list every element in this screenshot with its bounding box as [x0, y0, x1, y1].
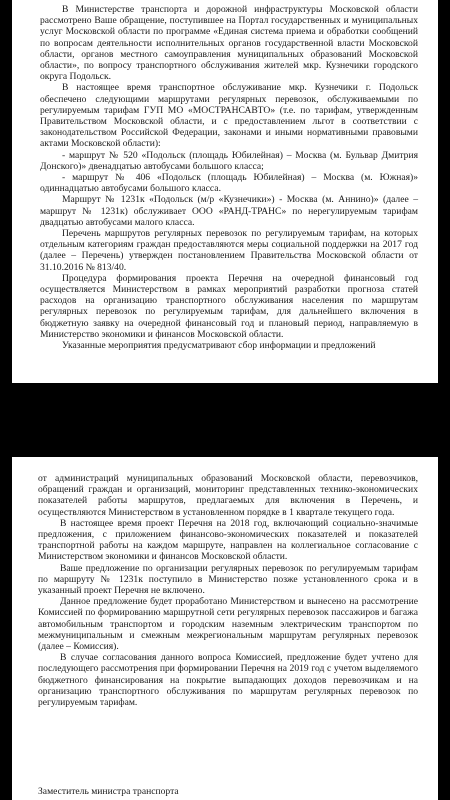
paragraph-route-406: - маршрут № 406 «Подольск (площадь Юбилейная) – Москва (м. Южная)» одиннадцатью автобусами большого класса. [40, 172, 418, 195]
paragraph-measures-start: Указанные мероприятия предусматривают сбор информации и предложений [62, 340, 376, 352]
paragraph-proposal-late: Ваше предложение по организации регулярных перевозок по регулируемым тарифам по маршруту № 1231к поступило в Министерство позже установленного срока и в указанный проект Перечня не включено. [38, 562, 418, 597]
paragraph-measures-continued: от администраций муниципальных образований Московской области, перевозчиков, обращений граждан и организаций, мониторинг представленных технико-экономических показателей работы маршрутов, предлагаемых для включения в Перечень, и осуществляются Министерством в установленном порядке в 1 квартале текущего года. [38, 473, 418, 518]
paragraph-current-service: В настоящее время транспортное обслуживание мкр. Кузнечики г. Подольск обеспечено следующими маршрутами регулярных перевозок, обслуживаемыми по регулируемым тарифам ГУП МО «МОСТРАНСАВТО» (т.е. по тарифам, утвержденным Правительством Московской области, и с предоставлением льгот в соответствии с законодательством Российской Федерации, законами и иными нормативными правовыми актами Московской области): [40, 82, 418, 150]
paragraph-draft-2018: В настоящее время проект Перечня на 2018 год, включающий социально-значимые предложения, с приложением финансово-экономических показателей и показателей транспортной работы на каждом маршруте, направлен на коллегиальное согласование с Министерством экономики и финансов Московской области. [38, 517, 418, 563]
paragraph-intro: В Министерстве транспорта и дорожной инфраструктуры Московской области рассмотрено Ваше обращение, поступившее на Портал государственных и муниципальных услуг Московской области по программе «Единая система приема и обработки сообщений по вопросам деятельности исполнительных органов государственной власти Московской области, органов местного самоуправления муниципальных образований Московской области», по вопросу транспортного обслуживания жителей мкр. Кузнечики городского округа Подольск. [40, 4, 418, 83]
paragraph-route-list: Перечень маршрутов регулярных перевозок по регулируемым тарифам, на которых отдельным категориям граждан предоставляются меры социальной поддержки на 2017 год (далее – Перечень) утвержден постановлением Правительства Московской области от 31.10.2016 № 813/40. [40, 228, 418, 273]
letter-page-1 [12, 0, 438, 383]
paragraph-route-520: - маршрут № 520 «Подольск (площадь Юбилейная) – Москва (м. Бульвар Дмитрия Донского)» двенадцатью автобусами большого класса; [40, 149, 418, 172]
paragraph-commission: Данное предложение будет проработано Министерством и вынесено на рассмотрение Комиссией по формированию маршрутной сети регулярных перевозок пассажиров и багажа автомобильным транспортом и городским наземным электрическим транспортом по межмуниципальным и смежным межрегиональным маршрутам регулярных перевозок (далее – Комиссия). [38, 596, 418, 653]
paragraph-approval-2019: В случае согласования данного вопроса Комиссией, предложение будет учтено для последующего рассмотрения при формировании Перечня на 2019 год с учетом выделяемого бюджетного финансирования на покрытие выпадающих доходов перевозчикам и на организацию транспортного обслуживания по маршрутам регулярных перевозок по регулируемым тарифам. [38, 652, 418, 709]
letter-page-2 [12, 457, 438, 800]
paragraph-route-1231k: Маршрут № 1231к «Подольск (м/р «Кузнечики») - Москва (м. Аннино)» (далее – маршрут № 1231к) обслуживает ООО «РАНД-ТРАНС» по нерегулируемым тарифам двадцатью автобусами малого класса. [40, 194, 418, 228]
paragraph-procedure: Процедура формирования проекта Перечня на очередной финансовый год осуществляется Министерством в рамках мероприятий разработки прогноза статей расходов на организацию транспортного обслуживания населения по маршрутам регулярных перевозок по регулируемым тарифам, для дальнейшего включения в бюджетную заявку на очередной финансовый год и плановый период, направляемую в Министерство экономики и финансов Московской области. [40, 272, 418, 340]
signature-title: Заместитель министра транспорта [38, 786, 179, 797]
